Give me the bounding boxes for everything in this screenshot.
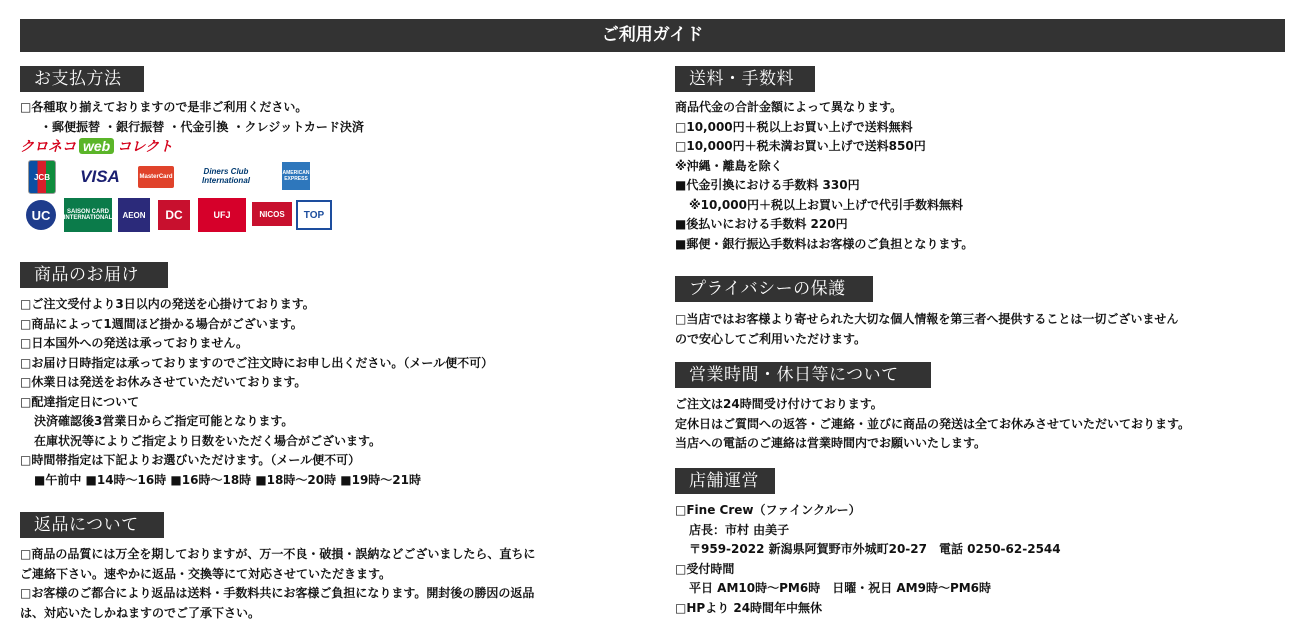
returns-heading: 返品について <box>20 512 164 538</box>
dc-logo: DC <box>158 200 190 230</box>
shipping-line: 商品代金の合計金額によって異なります。 <box>675 100 903 114</box>
privacy-heading: プライバシーの保護 <box>675 276 873 302</box>
privacy-line: □当店ではお客様より寄せられた大切な個人情報を第三者へ提供することは一切ございません <box>675 312 1179 326</box>
shipping-line: ■代金引換における手数料 330円 <box>675 178 860 192</box>
returns-line: は、対応いたしかねますのでご了承下さい。 <box>20 605 261 620</box>
nicos-logo: NICOS <box>252 202 292 226</box>
store-manager: 店長：市村 由美子 <box>689 522 790 537</box>
ufj-logo: UFJ <box>198 198 246 232</box>
shipping-subline: ※10,000円＋税以上お買い上げで代引手数料無料 <box>689 197 963 212</box>
time-slots: ■午前中 ■14時〜16時 ■16時〜18時 ■18時〜20時 ■19時〜21時 <box>34 472 421 487</box>
payment-logos <box>20 138 650 223</box>
returns-line: □商品の品質には万全を期しておりますが、万一不良・破損・誤納などございましたら、直ちに <box>20 547 536 561</box>
delivery-line: □日本国外への発送は承っておりません。 <box>20 336 249 350</box>
aeon-logo: AEON <box>118 198 150 232</box>
delivery-line: □配達指定日について <box>20 394 140 409</box>
mastercard-logo: MasterCard <box>138 166 174 188</box>
time-slot-line: □時間帯指定は下記よりお選びいただけます。（メール便不可） <box>20 453 361 467</box>
reception-hours: 平日 AM10時〜PM6時 日曜・祝日 AM9時〜PM6時 <box>689 581 992 595</box>
shipping-heading: 送料・手数料 <box>675 66 815 92</box>
page-title: ご利用ガイド <box>20 19 1285 52</box>
uc-logo: UC <box>26 200 56 230</box>
shipping-line: ※沖縄・離島を除く <box>675 158 783 173</box>
store-heading: 店舗運営 <box>675 468 775 494</box>
delivery-line: □休業日は発送をお休みさせていただいております。 <box>20 375 307 389</box>
delivery-line: □ご注文受付より3日以内の発送を心掛けております。 <box>20 297 315 311</box>
amex-logo: AMERICAN EXPRESS <box>282 162 310 190</box>
hours-line: ご注文は24時間受け付けております。 <box>675 397 883 411</box>
delivery-line: □商品によって1週間ほど掛かる場合がございます。 <box>20 316 303 331</box>
payment-heading: お支払方法 <box>20 66 144 92</box>
saison-card-logo: SAISON CARD INTERNATIONAL <box>64 198 112 232</box>
reception-label: □受付時間 <box>675 561 735 576</box>
returns-line: □お客様のご都合により返品は送料・手数料共にお客様ご負担になります。開封後の勝因の返品 <box>20 586 535 600</box>
delivery-subline: 決済確認後3営業日からご指定可能となります。 <box>34 414 294 428</box>
payment-methods: ・郵便振替 ・銀行振替 ・代金引換 ・クレジットカード決済 <box>40 119 364 134</box>
top-card-logo: TOP <box>296 200 332 230</box>
delivery-heading: 商品のお届け <box>20 262 168 288</box>
delivery-line: □お届け日時指定は承っておりますのでご注文時にお申し出ください。（メール便不可） <box>20 355 494 370</box>
diners-club-logo: Diners Club International <box>201 167 250 185</box>
payment-line: □各種取り揃えておりますので是非ご利用ください。 <box>20 100 308 114</box>
shipping-line: ■郵便・銀行振込手数料はお客様のご負担となります。 <box>675 236 974 251</box>
shipping-line: □10,000円＋税以上お買い上げで送料無料 <box>675 119 913 134</box>
hours-heading: 営業時間・休日等について <box>675 362 931 388</box>
jcb-logo: JCB <box>28 160 56 194</box>
left-column <box>20 66 650 620</box>
returns-line: ご連絡下さい。速やかに返品・交換等にて対応させていただきます。 <box>20 566 392 581</box>
store-address: 〒959-2022 新潟県阿賀野市外城町20-27 電話 0250-62-2544 <box>689 542 1061 556</box>
shipping-line: □10,000円＋税未満お買い上げで送料850円 <box>675 139 926 153</box>
hours-line: 定休日はご質問への返答・ご連絡・並びに商品の発送は全てお休みさせていただいております。 <box>675 416 1191 431</box>
privacy-line: ので安心してご利用いただけます。 <box>675 331 867 346</box>
hours-line: 当店への電話のご連絡は営業時間内でお願いいたします。 <box>675 436 987 450</box>
right-column <box>675 66 1290 615</box>
kuroneko-web-collect-logo: クロネコ web コレクト <box>20 138 173 154</box>
visa-logo: VISA <box>80 167 120 186</box>
shipping-line: ■後払いにおける手数料 220円 <box>675 217 848 231</box>
delivery-subline: 在庫状況等によりご指定より日数をいただく場合がございます。 <box>34 433 382 448</box>
hp-hours: □HPより 24時間年中無休 <box>675 600 823 615</box>
store-name: □Fine Crew（ファインクルー） <box>675 503 861 517</box>
